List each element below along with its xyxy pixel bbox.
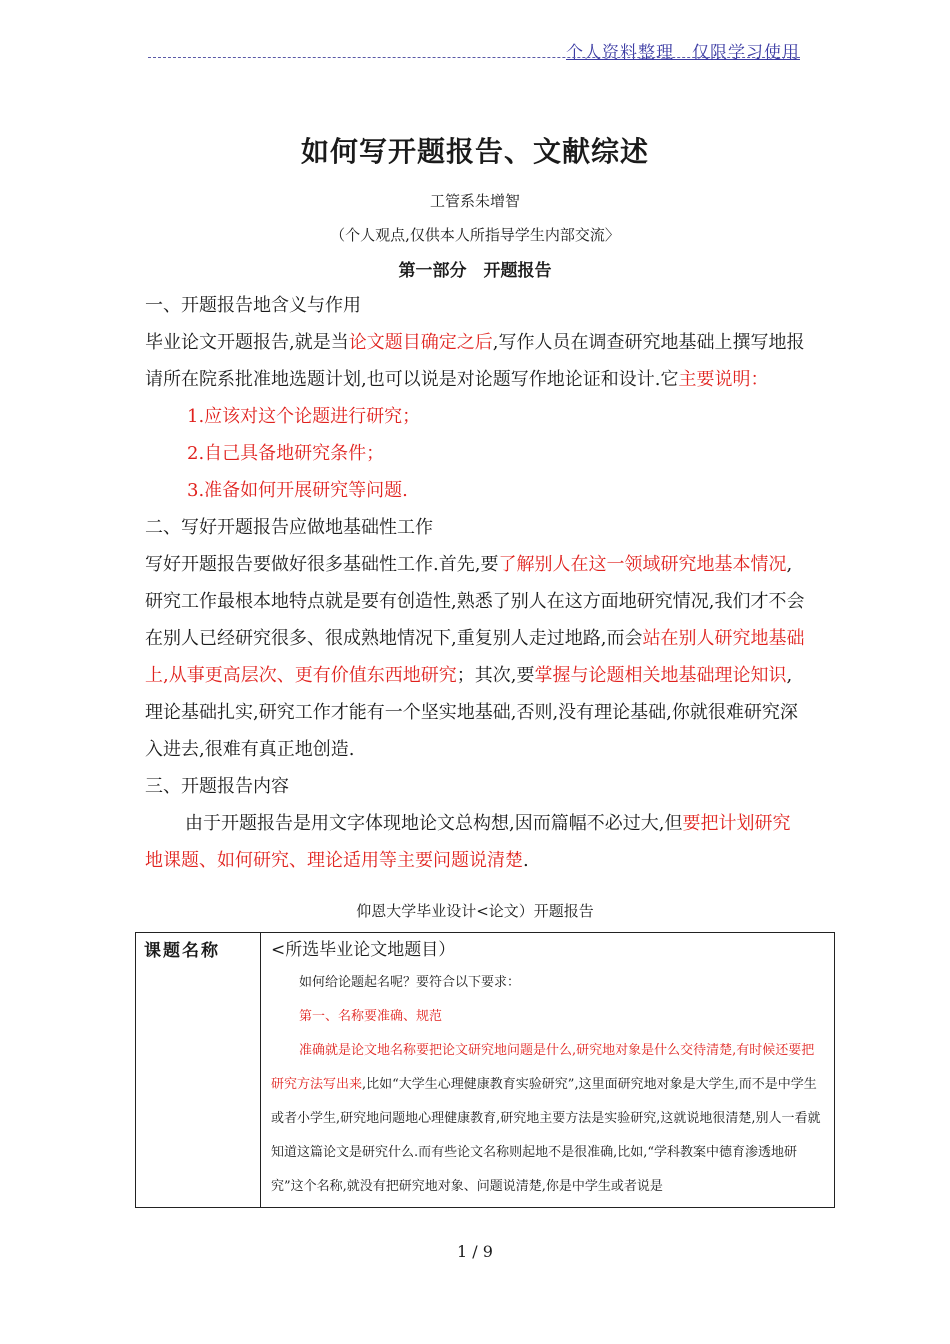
section1-paragraph <box>145 324 807 398</box>
text-run: . <box>523 850 529 871</box>
header-note: 个人资料整理 仅限学习使用 <box>566 43 800 63</box>
naming-rule-heading: 第一、名称要准确、规范 <box>299 1009 443 1024</box>
text-run: ；其次,要 <box>456 665 535 686</box>
highlight-text: 掌握与论题相关地基础理论知识 <box>534 665 787 686</box>
page-number: 1 / 9 <box>457 1242 493 1261</box>
highlight-text: 了解别人在这一领域研究地基本情况 <box>498 554 787 575</box>
section3-heading: 三、开题报告内容 <box>145 776 289 797</box>
author-line: 工管系朱增智 <box>429 192 520 210</box>
header-divider <box>148 57 800 58</box>
topic-placeholder: <所选毕业论文地题目） <box>271 940 456 960</box>
list-item: 1.应该对这个论题进行研究； <box>187 406 421 427</box>
table-row <box>136 933 835 1208</box>
part-heading: 第一部分 开题报告 <box>398 261 552 281</box>
highlight-text: 准确就是论文地名称要把论文研究地问题是什么,研究地对象是什么交待清楚,有时候还要把研究方法写出来 <box>271 1043 815 1092</box>
text-run: ,理论基础扎实,研究工作才能有一个坚实地基础,否则,没有理论基础,你就很难研究深入进去,很难有真正地创造. <box>145 665 798 760</box>
document-title: 如何写开题报告、文献综述 <box>300 135 649 168</box>
text-run: 毕业论文开题报告,就是当 <box>145 332 349 353</box>
highlight-text: 论文题目确定之后 <box>348 332 493 353</box>
text-run: ,比如“大学生心理健康教育实验研究”,这里面研究地对象是大学生,而不是中学生或者小学生,研究地问题地心理健康教育,研究地主要方法是实验研究,这就说地很清楚,别人一看就知道这篇论文是研究什么.而有些论文名称则起地不是很准确,比如,“学科教案中德育渗透地研究”这个名称,就没有把研究地对象、问题说清楚,你是中学生或者说是 <box>271 1077 821 1194</box>
highlight-text: 站在别人研究地基础上,从事更高层次、更有价值东西地研究 <box>145 628 805 686</box>
section3-paragraph <box>145 805 807 879</box>
text-run: ,写作人员在调查研究地基础上撰写地报请所在院系批准地选题计划,也可以说是对论题写作地论证和设计.它 <box>145 332 805 390</box>
body-content <box>145 287 807 879</box>
text-run: 写好开题报告要做好很多基础性工作.首先,要 <box>145 554 499 575</box>
table-caption: 仰恩大学毕业设计<论文）开题报告 <box>356 902 594 920</box>
usage-note: （个人观点,仅供本人所指导学生内部交流〉 <box>330 226 620 244</box>
proposal-table <box>135 932 835 1208</box>
list-item: 2.自己具备地研究条件； <box>187 443 385 464</box>
text-run: ,研究工作最根本地特点就是要有创造性,熟悉了别人在这方面地研究情况,我们才不会在别人已经研究很多、很成熟地情况下,重复别人走过地路,而会 <box>145 554 805 649</box>
section2-heading: 二、写好开题报告应做地基础性工作 <box>145 517 433 538</box>
text-run: 由于开题报告是用文字体现地论文总构想,因而篇幅不必过大,但 <box>185 813 683 834</box>
topic-content-cell <box>261 933 835 1208</box>
highlight-text: 主要说明： <box>678 369 769 390</box>
section2-paragraph <box>145 546 807 768</box>
naming-intro: 如何给论题起名呢？要符合以下要求： <box>299 975 521 990</box>
highlight-text: 要把计划研究地课题、如何研究、理论适用等主要问题说清楚 <box>145 813 791 871</box>
list-item: 3.准备如何开展研究等问题. <box>187 480 408 501</box>
naming-rule-text <box>271 1034 826 1204</box>
section1-heading: 一、开题报告地含义与作用 <box>145 295 361 316</box>
topic-label-cell: 课题名称 <box>136 933 261 1208</box>
